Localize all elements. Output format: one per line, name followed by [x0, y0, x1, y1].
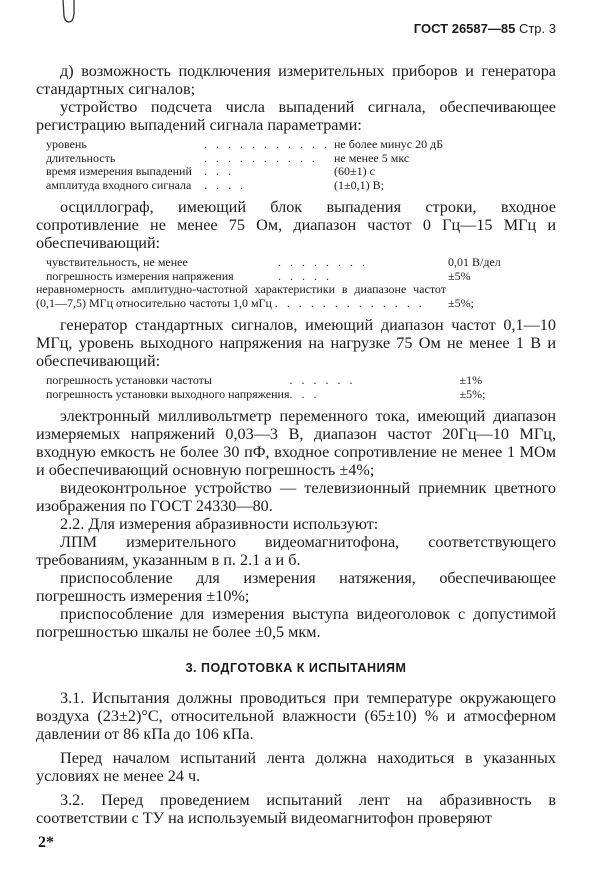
paragraph-generator: генератор стандартных сигналов, имеющий диапазон частот 0,1—10 МГц, уровень выходного напряжения на нагрузке 75 Ом не менее 1 В и обеспечивающий: — [36, 316, 556, 370]
paragraph-protrusion: приспособление для измерения выступа видеоголовок с допустимой погрешностью шкалы не более ±0,5 мкм. — [36, 605, 556, 641]
param-row: чувствительность, не менее . . . . . . . . 0,01 В/дел — [46, 255, 501, 269]
param-row: погрешность установки частоты . . . . . . ±1% — [46, 373, 483, 387]
param-row: погрешность измерения напряжения . . . . . ±5% — [46, 268, 471, 283]
scan-corner-mark — [60, 0, 80, 28]
page-header — [414, 21, 556, 36]
paragraph-3-1-b: Перед началом испытаний лента должна находиться в указанных условиях не менее 24 ч. — [36, 749, 556, 785]
page-body — [36, 62, 556, 827]
freq-param-value: ±5%; — [448, 295, 474, 310]
gen-params-table — [36, 374, 485, 401]
standard-number: ГОСТ 26587—85 — [413, 21, 516, 36]
paragraph-video: видеоконтрольное устройство — телевизионный приемник цветного изображения по ГОСТ 24330—80. — [36, 479, 556, 515]
param-row: погрешность установки выходного напряжения . . . ±5%; — [46, 386, 486, 401]
param-row: длительность . . . . . . . . . . не менее 5 мкс — [46, 150, 410, 165]
paragraph-millivoltmeter: электронный милливольтметр переменного тока, имеющий диапазон измеряемых напряжений 0,03—3 В, диапазон частот 20Гц—10 МГц, входную емкость не более 30 пФ, входное сопротивление не менее 1 МОм и обеспечивающий основную погрешность ±4%; — [36, 407, 556, 479]
paragraph-d: д) возможность подключения измерительных приборов и генератора стандартных сигналов; — [36, 62, 556, 98]
paragraph-counter: устройство подсчета числа выпадений сигнала, обеспечивающее регистрацию выпадений сигнала параметрами: — [36, 98, 556, 134]
paragraph-2-2: 2.2. Для измерения абразивности используют: — [60, 515, 379, 533]
param-row: время измерения выпадений . . . (60±1) с — [46, 164, 375, 178]
freq-param-dots: . . . . . . . . . . . . . — [274, 295, 425, 310]
counter-params-table — [36, 138, 443, 192]
param-row — [36, 283, 501, 310]
param-row: амплитуда входного сигнала . . . . (1±0,1) В; — [46, 177, 384, 192]
page-number: Стр. 3 — [518, 21, 556, 36]
signature-mark: 2* — [38, 834, 54, 851]
section-3-title: 3. ПОДГОТОВКА К ИСПЫТАНИЯМ — [185, 661, 407, 675]
paragraph-lpm: ЛПМ измерительного видеомагнитофона, соответствующего требованиям, указанным в п. 2.1 а и б. — [36, 533, 556, 569]
freq-param-label: неравномерность амплитудно-частотной характеристики в диапазоне частот (0,1—7,5) МГц относительно частоты 1,0 мГц — [36, 282, 446, 310]
param-row: уровень . . . . . . . . . . . не более минус 20 дБ — [46, 137, 444, 151]
paragraph-3-1: 3.1. Испытания должны проводиться при температуре окружающего воздуха (23±2)°С, относительной влажности (65±10) % и атмосферном давлении от 86 кПа до 106 кПа. — [36, 689, 556, 743]
paragraph-3-2: 3.2. Перед проведением испытаний лент на абразивность в соответствии с ТУ на используемый видеомагнитофон проверяют — [36, 791, 556, 827]
osc-params-table — [36, 256, 501, 310]
paragraph-tension: приспособление для измерения натяжения, обеспечивающее погрешность измерения ±10%; — [36, 569, 556, 605]
paragraph-oscillograph: осциллограф, имеющий блок выпадения строки, входное сопротивление не менее 75 Ом, диапазон частот 0 Гц—15 МГц и обеспечивающий: — [36, 198, 556, 252]
